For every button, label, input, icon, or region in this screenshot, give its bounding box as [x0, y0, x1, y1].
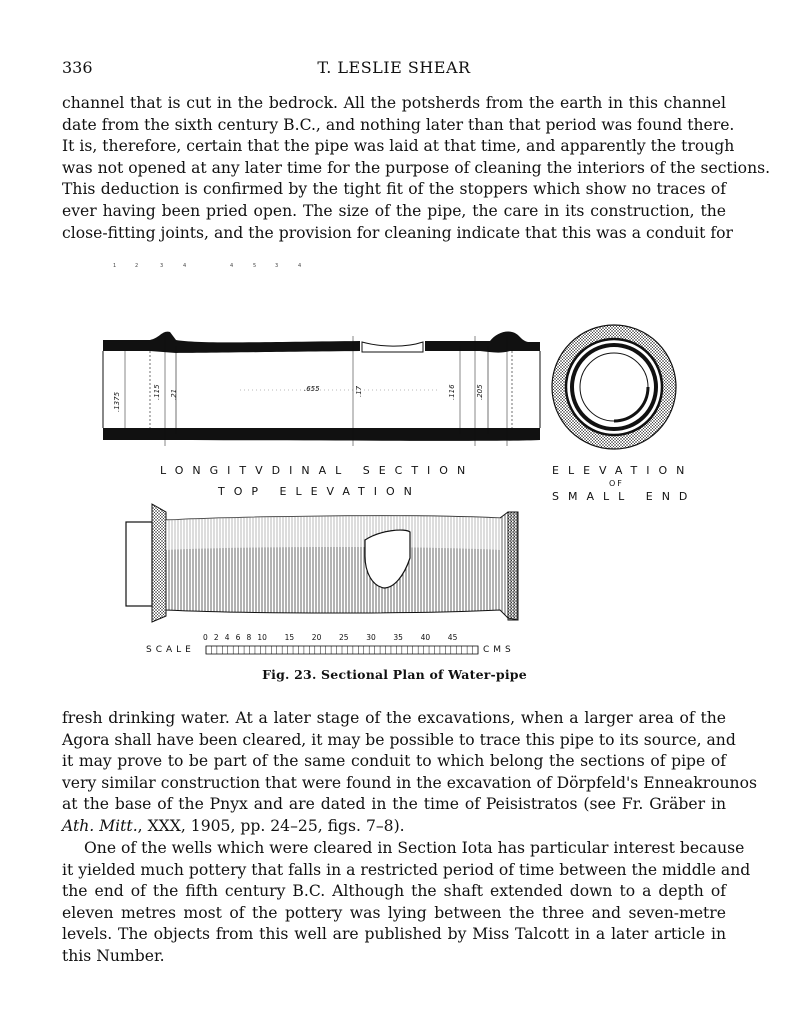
stray-mark: 4 — [183, 263, 187, 269]
text-line: It is, therefore, certain that the pipe was laid at that time, and apparently the trough — [62, 137, 735, 156]
scale-tick-label: 6 — [235, 633, 241, 642]
dimension-label: .116 — [448, 384, 456, 400]
stray-mark: 5 — [253, 263, 257, 269]
figure-water-pipe — [0, 250, 789, 690]
label-longitudinal-section: LONGITVDINAL SECTION — [160, 464, 475, 477]
scale-tick-label: 8 — [246, 633, 252, 642]
text-line: close-fitting joints, and the provision for cleaning indicate that this was a conduit for — [62, 223, 733, 242]
page-header — [62, 58, 726, 82]
text-line: levels. The objects from this well are published by Miss Talcott in a later article in — [62, 925, 726, 944]
label-cms: CMS — [483, 645, 515, 655]
text-line: One of the wells which were cleared in Section Iota has particular interest because — [84, 839, 745, 857]
scale-tick-label: 10 — [257, 633, 267, 642]
lower-paragraph-1 — [62, 708, 757, 838]
stray-mark: 3 — [160, 263, 164, 269]
label-small-end: SMALL END — [552, 490, 697, 503]
scale-tick-label: 40 — [420, 633, 431, 642]
running-head: T. LESLIE SHEAR — [317, 58, 471, 77]
text-line: was not opened at any later time for the purpose of cleaning the interiors of the sections. — [62, 158, 771, 177]
text-line: it may prove to be part of the same conduit to which belong the sections of pipe of — [62, 752, 726, 771]
scale-tick-label: 35 — [393, 633, 403, 642]
scale-tick-label: 2 — [213, 633, 219, 642]
text-line: very similar construction that were found in the excavation of Dörpfeld's Enneakrounos — [62, 773, 757, 792]
lower-paragraph-2 — [62, 838, 751, 968]
text-line: fresh drinking water. At a later stage of the excavations, when a larger area of the — [62, 709, 726, 727]
label-top-elevation: TOP ELEVATION — [218, 485, 421, 498]
text-line: at the base of the Pnyx and are dated in the time of Peisistratos (see Fr. Gräber in — [62, 795, 726, 814]
text-line: this Number. — [62, 946, 165, 965]
label-scale: SCALE — [146, 645, 195, 655]
stray-mark: 4 — [298, 263, 302, 269]
text-line: date from the sixth century B.C., and nothing later than that period was found there. — [62, 115, 735, 134]
dimension-label: .205 — [476, 384, 484, 400]
figure-caption: Fig. 23. Sectional Plan of Water-pipe — [262, 667, 527, 682]
top-elevation — [126, 504, 518, 622]
dimension-label: .17 — [355, 385, 363, 397]
stray-mark: 4 — [230, 263, 234, 269]
text-line: the end of the fifth century B.C. Although the shaft extended down to a depth of — [62, 882, 726, 901]
dimension-label: .21 — [170, 388, 178, 400]
scale-tick-label: 45 — [447, 633, 458, 642]
label-elevation: ELEVATION — [552, 464, 694, 477]
scale-tick-label: 25 — [339, 633, 349, 642]
scale-tick-label: 0 — [203, 633, 208, 642]
stray-mark: 1 — [113, 263, 117, 269]
journal-title: Ath. Mitt. — [62, 816, 138, 835]
text-line: Agora shall have been cleared, it may be possible to trace this pipe to its source, and — [62, 730, 736, 749]
text-line: This deduction is confirmed by the tight fit of the stoppers which show no traces of — [62, 180, 726, 199]
text-line: it yielded much pottery that falls in a restricted period of time between the middle and — [62, 860, 751, 879]
text-line: eleven metres most of the pottery was lying between the three and seven-metre — [62, 903, 726, 922]
scale-tick-label: 4 — [224, 633, 230, 642]
stray-mark: 2 — [135, 263, 139, 269]
citation-text: , XXX, 1905, pp. 24–25, figs. 7–8). — [137, 816, 405, 835]
scale-tick-label: 30 — [366, 633, 376, 642]
dimension-label: .655 — [304, 385, 320, 393]
text-line: channel that is cut in the bedrock. All the potsherds from the earth in this channel — [62, 94, 726, 112]
dimension-label: .1375 — [113, 391, 121, 412]
label-of: OF — [609, 479, 624, 488]
scale-tick-label: 20 — [311, 633, 322, 642]
longitudinal-section — [103, 331, 540, 446]
text-line: ever having been pried open. The size of the pipe, the care in its construction, the — [62, 201, 726, 220]
small-end-elevation — [552, 325, 676, 449]
text-line — [62, 816, 726, 838]
scale-bar — [206, 646, 478, 654]
page-number: 336 — [62, 58, 93, 77]
dimension-label: .115 — [153, 384, 161, 400]
scale-tick-label: 15 — [284, 633, 295, 642]
stray-mark: 3 — [275, 263, 279, 269]
top-paragraph — [62, 93, 771, 244]
